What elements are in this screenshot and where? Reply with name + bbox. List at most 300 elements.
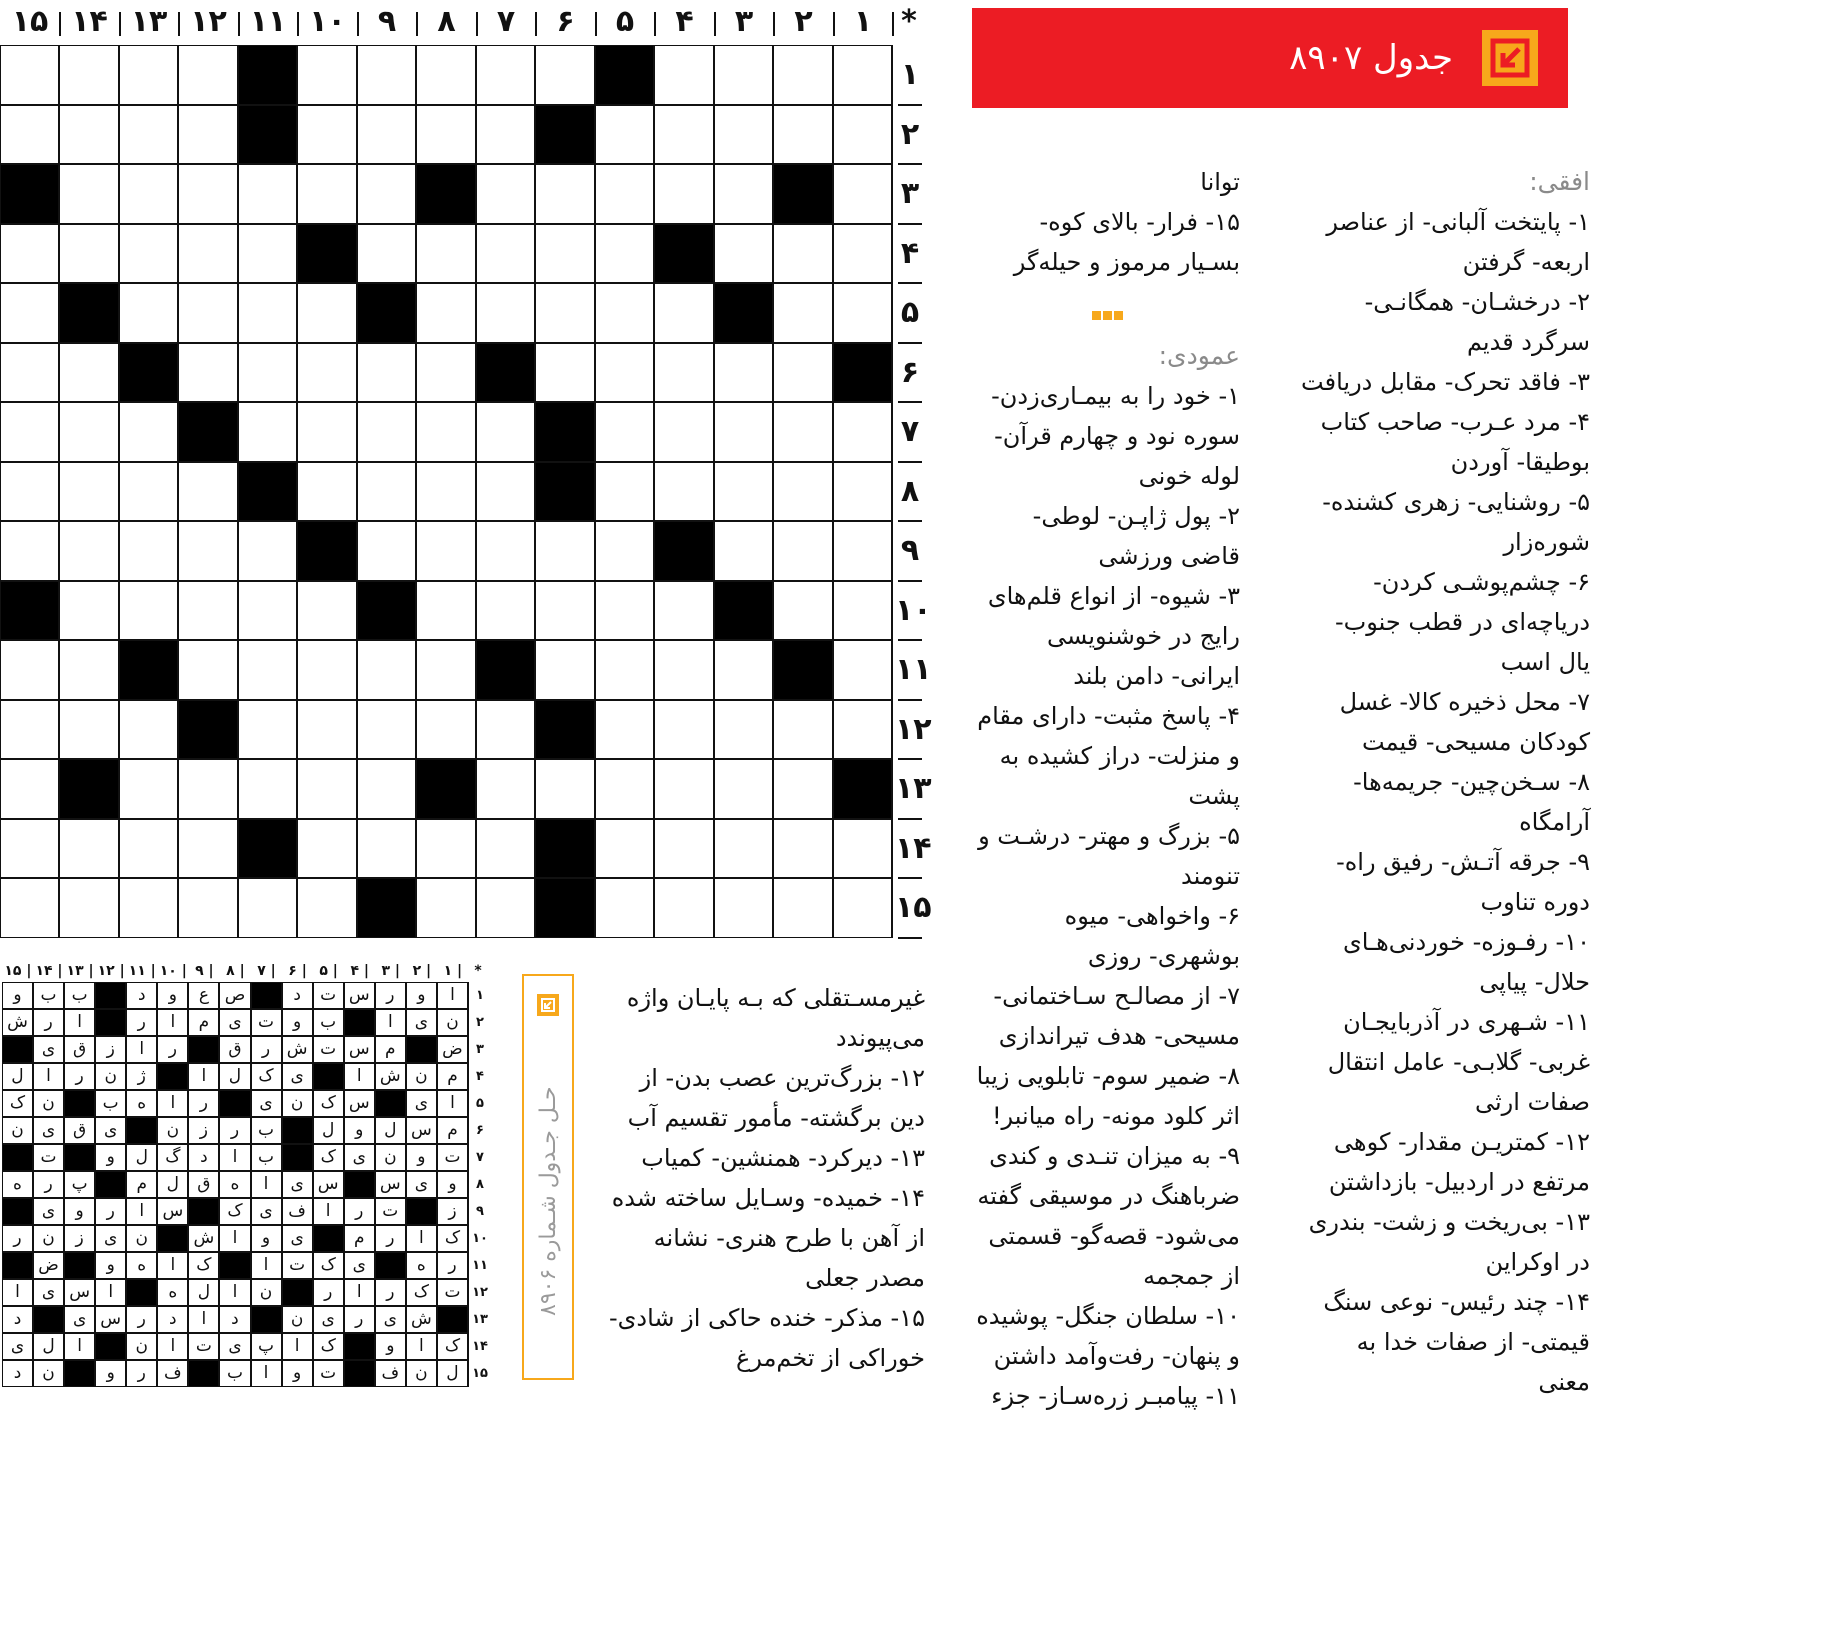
answer-cell[interactable] bbox=[238, 700, 298, 760]
answer-cell[interactable] bbox=[833, 700, 893, 760]
solution-letter-cell: ل bbox=[33, 1333, 64, 1360]
answer-cell[interactable] bbox=[595, 640, 655, 700]
answer-cell[interactable] bbox=[714, 640, 774, 700]
answer-cell[interactable] bbox=[178, 521, 238, 581]
answer-cell[interactable] bbox=[714, 224, 774, 284]
answer-cell[interactable] bbox=[535, 581, 595, 641]
answer-cell[interactable] bbox=[416, 402, 476, 462]
answer-cell[interactable] bbox=[714, 878, 774, 938]
column-separator bbox=[714, 12, 716, 36]
answer-cell[interactable] bbox=[773, 819, 833, 879]
answer-cell[interactable] bbox=[238, 343, 298, 403]
solution-row-number: ۱۵ bbox=[472, 1366, 488, 1381]
answer-cell[interactable] bbox=[119, 164, 179, 224]
row-number: ۱۰ bbox=[895, 592, 932, 628]
answer-cell[interactable] bbox=[357, 224, 417, 284]
solution-letter-cell: ا bbox=[188, 1063, 219, 1090]
answer-cell[interactable] bbox=[119, 521, 179, 581]
answer-cell[interactable] bbox=[595, 105, 655, 165]
answer-cell[interactable] bbox=[654, 700, 714, 760]
answer-cell[interactable] bbox=[833, 402, 893, 462]
answer-cell[interactable] bbox=[0, 343, 59, 403]
answer-cell[interactable] bbox=[535, 521, 595, 581]
solution-letter-cell: ب bbox=[95, 1090, 126, 1117]
answer-cell[interactable] bbox=[595, 462, 655, 522]
answer-cell[interactable] bbox=[238, 402, 298, 462]
answer-cell[interactable] bbox=[476, 105, 536, 165]
answer-cell[interactable] bbox=[0, 283, 59, 343]
solution-letter-cell: ق bbox=[64, 1117, 95, 1144]
solution-black-cell bbox=[375, 1090, 406, 1117]
black-cell bbox=[178, 402, 238, 462]
answer-cell[interactable] bbox=[297, 462, 357, 522]
answer-cell[interactable] bbox=[773, 581, 833, 641]
solution-letter-cell: پ bbox=[251, 1333, 282, 1360]
solution-letter-cell: ب bbox=[33, 982, 64, 1009]
answer-cell[interactable] bbox=[773, 45, 833, 105]
row-number: ۱ bbox=[900, 57, 920, 92]
solution-letter-cell: و bbox=[157, 982, 188, 1009]
solution-black-cell bbox=[188, 1198, 219, 1225]
solution-black-cell bbox=[126, 1279, 157, 1306]
answer-cell[interactable] bbox=[238, 283, 298, 343]
answer-cell[interactable] bbox=[476, 224, 536, 284]
answer-cell[interactable] bbox=[357, 343, 417, 403]
answer-cell[interactable] bbox=[119, 462, 179, 522]
answer-cell[interactable] bbox=[297, 819, 357, 879]
answer-cell[interactable] bbox=[595, 343, 655, 403]
answer-cell[interactable] bbox=[119, 819, 179, 879]
solution-letter-cell: ا bbox=[219, 1279, 250, 1306]
answer-cell[interactable] bbox=[297, 283, 357, 343]
answer-cell[interactable] bbox=[297, 700, 357, 760]
answer-cell[interactable] bbox=[238, 878, 298, 938]
solution-letter-cell: ک bbox=[219, 1198, 250, 1225]
answer-cell[interactable] bbox=[178, 45, 238, 105]
answer-cell[interactable] bbox=[297, 581, 357, 641]
answer-cell[interactable] bbox=[0, 878, 59, 938]
black-cell bbox=[535, 105, 595, 165]
answer-cell[interactable] bbox=[59, 402, 119, 462]
answer-cell[interactable] bbox=[0, 105, 59, 165]
answer-cell[interactable] bbox=[595, 402, 655, 462]
answer-cell[interactable] bbox=[773, 700, 833, 760]
down-clue: ۱۲- بزرگ‌ترین عصب بدن- از دین برگشته- مأمور تقسیم آب bbox=[627, 1064, 925, 1132]
puzzle-title: جدول ۸۹۰۷ bbox=[1289, 38, 1453, 78]
answer-cell[interactable] bbox=[0, 521, 59, 581]
answer-cell[interactable] bbox=[416, 224, 476, 284]
down-heading: عمودی: bbox=[1158, 341, 1240, 370]
answer-cell[interactable] bbox=[416, 283, 476, 343]
answer-cell[interactable] bbox=[654, 581, 714, 641]
solution-black-cell bbox=[95, 982, 126, 1009]
solution-letter-cell: ر bbox=[2, 1225, 33, 1252]
answer-cell[interactable] bbox=[833, 640, 893, 700]
answer-cell[interactable] bbox=[119, 283, 179, 343]
answer-cell[interactable] bbox=[773, 343, 833, 403]
solution-letter-cell: ا bbox=[126, 1198, 157, 1225]
answer-cell[interactable] bbox=[119, 224, 179, 284]
answer-cell[interactable] bbox=[773, 462, 833, 522]
answer-cell[interactable] bbox=[0, 700, 59, 760]
black-cell bbox=[476, 640, 536, 700]
answer-cell[interactable] bbox=[476, 462, 536, 522]
answer-cell[interactable] bbox=[773, 878, 833, 938]
answer-cell[interactable] bbox=[654, 283, 714, 343]
solution-column-number: ۹ | bbox=[195, 963, 214, 979]
answer-cell[interactable] bbox=[357, 819, 417, 879]
answer-cell[interactable] bbox=[476, 700, 536, 760]
solution-letter-cell: د bbox=[219, 1306, 250, 1333]
answer-cell[interactable] bbox=[416, 105, 476, 165]
answer-cell[interactable] bbox=[0, 402, 59, 462]
answer-cell[interactable] bbox=[714, 402, 774, 462]
answer-cell[interactable] bbox=[416, 878, 476, 938]
solution-letter-cell: ا bbox=[344, 1063, 375, 1090]
answer-cell[interactable] bbox=[178, 283, 238, 343]
answer-cell[interactable] bbox=[833, 878, 893, 938]
answer-cell[interactable] bbox=[833, 462, 893, 522]
solution-letter-cell: ف bbox=[282, 1198, 313, 1225]
answer-cell[interactable] bbox=[416, 581, 476, 641]
answer-cell[interactable] bbox=[416, 819, 476, 879]
answer-cell[interactable] bbox=[178, 224, 238, 284]
column-separator bbox=[892, 12, 894, 36]
answer-cell[interactable] bbox=[59, 224, 119, 284]
answer-cell[interactable] bbox=[238, 640, 298, 700]
solution-letter-cell: ت bbox=[313, 1360, 344, 1387]
solution-letter-cell: ا bbox=[33, 1063, 64, 1090]
answer-cell[interactable] bbox=[773, 759, 833, 819]
solution-black-cell bbox=[282, 1144, 313, 1171]
solution-letter-cell: ک bbox=[406, 1279, 437, 1306]
solution-letter-cell: ی bbox=[95, 1225, 126, 1252]
down-clue: ۶- واخواهی- میوه بوشهری- روزی bbox=[1064, 902, 1240, 970]
solution-letter-cell: ر bbox=[33, 1009, 64, 1036]
answer-cell[interactable] bbox=[535, 343, 595, 403]
answer-cell[interactable] bbox=[714, 105, 774, 165]
column-number: ۵ bbox=[615, 4, 635, 39]
crossword-grid bbox=[0, 45, 893, 938]
answer-cell[interactable] bbox=[59, 521, 119, 581]
across-clue: ۱۳- بی‌ریخت و زشت- بندری در اوکراین bbox=[1308, 1208, 1590, 1276]
answer-cell[interactable] bbox=[357, 462, 417, 522]
black-cell bbox=[238, 45, 298, 105]
answer-cell[interactable] bbox=[476, 819, 536, 879]
answer-cell[interactable] bbox=[59, 700, 119, 760]
answer-cell[interactable] bbox=[297, 164, 357, 224]
answer-cell[interactable] bbox=[297, 105, 357, 165]
solution-letter-cell: ر bbox=[251, 1036, 282, 1063]
answer-cell[interactable] bbox=[357, 105, 417, 165]
answer-cell[interactable] bbox=[535, 224, 595, 284]
answer-cell[interactable] bbox=[416, 45, 476, 105]
solution-letter-cell: ز bbox=[95, 1036, 126, 1063]
solution-letter-cell: ر bbox=[126, 1306, 157, 1333]
answer-cell[interactable] bbox=[59, 640, 119, 700]
answer-cell[interactable] bbox=[654, 640, 714, 700]
solution-letter-cell: س bbox=[313, 1171, 344, 1198]
answer-cell[interactable] bbox=[178, 640, 238, 700]
answer-cell[interactable] bbox=[714, 462, 774, 522]
answer-cell[interactable] bbox=[297, 759, 357, 819]
answer-cell[interactable] bbox=[238, 164, 298, 224]
solution-black-cell bbox=[126, 1117, 157, 1144]
black-cell bbox=[357, 878, 417, 938]
answer-cell[interactable] bbox=[714, 45, 774, 105]
solution-letter-cell: ک bbox=[437, 1225, 468, 1252]
solution-letter-cell: د bbox=[2, 1306, 33, 1333]
answer-cell[interactable] bbox=[59, 105, 119, 165]
answer-cell[interactable] bbox=[476, 521, 536, 581]
answer-cell[interactable] bbox=[416, 462, 476, 522]
solution-letter-cell: ا bbox=[64, 1009, 95, 1036]
answer-cell[interactable] bbox=[595, 164, 655, 224]
answer-cell[interactable] bbox=[238, 224, 298, 284]
answer-cell[interactable] bbox=[476, 581, 536, 641]
solution-letter-cell: د bbox=[282, 982, 313, 1009]
solution-column-number: ۱۴ | bbox=[35, 963, 63, 979]
solution-letter-cell: ع bbox=[188, 982, 219, 1009]
answer-cell[interactable] bbox=[178, 878, 238, 938]
answer-cell[interactable] bbox=[595, 581, 655, 641]
answer-cell[interactable] bbox=[59, 581, 119, 641]
solution-letter-cell: ر bbox=[126, 1360, 157, 1387]
answer-cell[interactable] bbox=[476, 878, 536, 938]
answer-cell[interactable] bbox=[773, 521, 833, 581]
answer-cell[interactable] bbox=[357, 164, 417, 224]
row-number: ۳ bbox=[900, 176, 920, 211]
solution-row-number: ۳ bbox=[476, 1042, 484, 1057]
solution-letter-cell: ر bbox=[188, 1090, 219, 1117]
answer-cell[interactable] bbox=[119, 878, 179, 938]
solution-letter-cell: ن bbox=[126, 1225, 157, 1252]
answer-cell[interactable] bbox=[297, 343, 357, 403]
answer-cell[interactable] bbox=[59, 462, 119, 522]
across-clue: ۱۰- رفـوزه- خوردنی‌هـای حلال- پیاپی bbox=[1343, 928, 1590, 996]
solution-row-number: ۷ bbox=[476, 1150, 484, 1165]
answer-cell[interactable] bbox=[773, 283, 833, 343]
black-cell bbox=[178, 700, 238, 760]
answer-cell[interactable] bbox=[714, 819, 774, 879]
answer-cell[interactable] bbox=[595, 759, 655, 819]
answer-cell[interactable] bbox=[178, 105, 238, 165]
down-clue: ۵- بزرگ و مهتر- درشـت و تنومند bbox=[978, 822, 1240, 890]
solution-letter-cell: ش bbox=[2, 1009, 33, 1036]
across-clue-15: ۱۵- فرار- بالای کوه- بسـیار مرموز و حیله‌گر bbox=[1013, 208, 1240, 276]
solution-letter-cell: و bbox=[375, 1333, 406, 1360]
answer-cell[interactable] bbox=[714, 164, 774, 224]
answer-cell[interactable] bbox=[833, 819, 893, 879]
answer-cell[interactable] bbox=[595, 700, 655, 760]
solution-letter-cell: ن bbox=[95, 1063, 126, 1090]
answer-cell[interactable] bbox=[119, 581, 179, 641]
section-divider-dots bbox=[975, 292, 1240, 332]
solution-letter-cell: س bbox=[64, 1279, 95, 1306]
answer-cell[interactable] bbox=[714, 521, 774, 581]
answer-cell[interactable] bbox=[297, 45, 357, 105]
answer-cell[interactable] bbox=[297, 878, 357, 938]
answer-cell[interactable] bbox=[357, 759, 417, 819]
solution-letter-cell: م bbox=[344, 1225, 375, 1252]
answer-cell[interactable] bbox=[833, 164, 893, 224]
answer-cell[interactable] bbox=[773, 402, 833, 462]
solution-badge bbox=[522, 974, 574, 1380]
row-number: ۱۵ bbox=[895, 890, 932, 925]
answer-cell[interactable] bbox=[714, 343, 774, 403]
answer-cell[interactable] bbox=[357, 640, 417, 700]
answer-cell[interactable] bbox=[535, 45, 595, 105]
answer-cell[interactable] bbox=[357, 45, 417, 105]
solution-letter-cell: ر bbox=[375, 1279, 406, 1306]
answer-cell[interactable] bbox=[357, 402, 417, 462]
answer-cell[interactable] bbox=[476, 164, 536, 224]
answer-cell[interactable] bbox=[0, 462, 59, 522]
solution-black-cell bbox=[282, 1117, 313, 1144]
answer-cell[interactable] bbox=[178, 462, 238, 522]
answer-cell[interactable] bbox=[297, 640, 357, 700]
answer-cell[interactable] bbox=[0, 45, 59, 105]
solution-letter-cell: س bbox=[95, 1306, 126, 1333]
answer-cell[interactable] bbox=[59, 819, 119, 879]
answer-cell[interactable] bbox=[357, 521, 417, 581]
answer-cell[interactable] bbox=[357, 700, 417, 760]
answer-cell[interactable] bbox=[654, 462, 714, 522]
down-clue: ۱۳- دیرکرد- همنشین- کمیاب bbox=[641, 1144, 925, 1172]
solution-letter-cell: ض bbox=[437, 1036, 468, 1063]
across-clue: ۹- جرقه آتـش- رفیق راه- دوره تناوب bbox=[1336, 848, 1590, 916]
answer-cell[interactable] bbox=[119, 759, 179, 819]
solution-column-number: ۱ | bbox=[443, 963, 463, 979]
answer-cell[interactable] bbox=[833, 283, 893, 343]
solution-letter-cell: ک bbox=[251, 1063, 282, 1090]
answer-cell[interactable] bbox=[178, 343, 238, 403]
answer-cell[interactable] bbox=[595, 878, 655, 938]
answer-cell[interactable] bbox=[119, 45, 179, 105]
answer-cell[interactable] bbox=[119, 402, 179, 462]
answer-cell[interactable] bbox=[595, 521, 655, 581]
answer-cell[interactable] bbox=[416, 343, 476, 403]
answer-cell[interactable] bbox=[0, 224, 59, 284]
answer-cell[interactable] bbox=[535, 640, 595, 700]
answer-cell[interactable] bbox=[595, 224, 655, 284]
column-separator bbox=[476, 12, 478, 36]
answer-cell[interactable] bbox=[59, 343, 119, 403]
answer-cell[interactable] bbox=[0, 640, 59, 700]
solution-letter-cell: ا bbox=[157, 1252, 188, 1279]
down-clue: ۱۰- سلطان جنگل- پوشیده و پنهان- رفت‌وآمد داشتن bbox=[976, 1302, 1240, 1370]
answer-cell[interactable] bbox=[238, 521, 298, 581]
answer-cell[interactable] bbox=[476, 759, 536, 819]
answer-cell[interactable] bbox=[178, 759, 238, 819]
down-clue: ۱۵- مذکر- خنده حاکی از شادی- خوراکی از تخم‌مرغ bbox=[608, 1304, 925, 1372]
solution-row-number: ۶ bbox=[476, 1123, 484, 1138]
answer-cell[interactable] bbox=[0, 819, 59, 879]
answer-cell[interactable] bbox=[535, 283, 595, 343]
solution-column-number: ۴ | bbox=[350, 963, 369, 979]
answer-cell[interactable] bbox=[833, 521, 893, 581]
column-number: ۱ bbox=[853, 4, 873, 39]
down-clue: ۹- به میزان تنـدی و کندی ضرباهنگ در موسیقی گفته می‌شود- قصه‌گو- قسمتی از جمجمه bbox=[977, 1142, 1240, 1290]
answer-cell[interactable] bbox=[654, 759, 714, 819]
answer-cell[interactable] bbox=[0, 759, 59, 819]
column-separator bbox=[833, 12, 835, 36]
solution-letter-cell: س bbox=[344, 1036, 375, 1063]
answer-cell[interactable] bbox=[654, 164, 714, 224]
answer-cell[interactable] bbox=[654, 45, 714, 105]
answer-cell[interactable] bbox=[297, 402, 357, 462]
answer-cell[interactable] bbox=[773, 224, 833, 284]
answer-cell[interactable] bbox=[833, 224, 893, 284]
solution-letter-cell: ن bbox=[375, 1144, 406, 1171]
answer-cell[interactable] bbox=[535, 759, 595, 819]
solution-black-cell bbox=[251, 1306, 282, 1333]
solution-letter-cell: ه bbox=[126, 1090, 157, 1117]
crossword-main bbox=[0, 0, 932, 945]
answer-cell[interactable] bbox=[119, 700, 179, 760]
answer-cell[interactable] bbox=[833, 105, 893, 165]
answer-cell[interactable] bbox=[714, 700, 774, 760]
answer-cell[interactable] bbox=[535, 164, 595, 224]
answer-cell[interactable] bbox=[238, 759, 298, 819]
black-cell bbox=[535, 462, 595, 522]
answer-cell[interactable] bbox=[654, 819, 714, 879]
answer-cell[interactable] bbox=[773, 105, 833, 165]
column-number: ۱۵ bbox=[11, 4, 49, 39]
answer-cell[interactable] bbox=[476, 45, 536, 105]
answer-cell[interactable] bbox=[595, 819, 655, 879]
answer-cell[interactable] bbox=[416, 640, 476, 700]
answer-cell[interactable] bbox=[595, 283, 655, 343]
solution-letter-cell: و bbox=[95, 1252, 126, 1279]
answer-cell[interactable] bbox=[178, 164, 238, 224]
answer-cell[interactable] bbox=[119, 105, 179, 165]
solution-letter-cell: و bbox=[282, 1360, 313, 1387]
across-clue: ۸- سـخن‌چین- جریمه‌ها- آرامگاه bbox=[1353, 768, 1590, 836]
answer-cell[interactable] bbox=[654, 105, 714, 165]
answer-cell[interactable] bbox=[416, 700, 476, 760]
answer-cell[interactable] bbox=[714, 759, 774, 819]
answer-cell[interactable] bbox=[59, 164, 119, 224]
answer-cell[interactable] bbox=[178, 581, 238, 641]
answer-cell[interactable] bbox=[476, 283, 536, 343]
answer-cell[interactable] bbox=[654, 878, 714, 938]
answer-cell[interactable] bbox=[476, 402, 536, 462]
answer-cell[interactable] bbox=[59, 45, 119, 105]
solution-black-cell bbox=[2, 1036, 33, 1063]
answer-cell[interactable] bbox=[654, 402, 714, 462]
answer-cell[interactable] bbox=[654, 343, 714, 403]
solution-letter-cell: ک bbox=[313, 1252, 344, 1279]
black-cell bbox=[59, 759, 119, 819]
solution-letter-cell: و bbox=[95, 1360, 126, 1387]
column-separator bbox=[595, 12, 597, 36]
answer-cell[interactable] bbox=[416, 521, 476, 581]
answer-cell[interactable] bbox=[178, 819, 238, 879]
across-clue: ۱۱- شـهری در آذربایجـان غربی- گلابـی- عامل انتقال صفات ارثی bbox=[1327, 1008, 1590, 1116]
answer-cell[interactable] bbox=[833, 581, 893, 641]
answer-cell[interactable] bbox=[59, 878, 119, 938]
solution-letter-cell: ه bbox=[2, 1171, 33, 1198]
answer-cell[interactable] bbox=[238, 581, 298, 641]
solution-letter-cell: ی bbox=[251, 1198, 282, 1225]
answer-cell[interactable] bbox=[833, 45, 893, 105]
solution-letter-cell: ا bbox=[219, 1225, 250, 1252]
solution-letter-cell: ا bbox=[157, 1333, 188, 1360]
black-cell bbox=[773, 640, 833, 700]
solution-letter-cell: ا bbox=[406, 1225, 437, 1252]
across-clue: ۵- روشنایی- زهری کشنده- شوره‌زار bbox=[1322, 488, 1590, 556]
